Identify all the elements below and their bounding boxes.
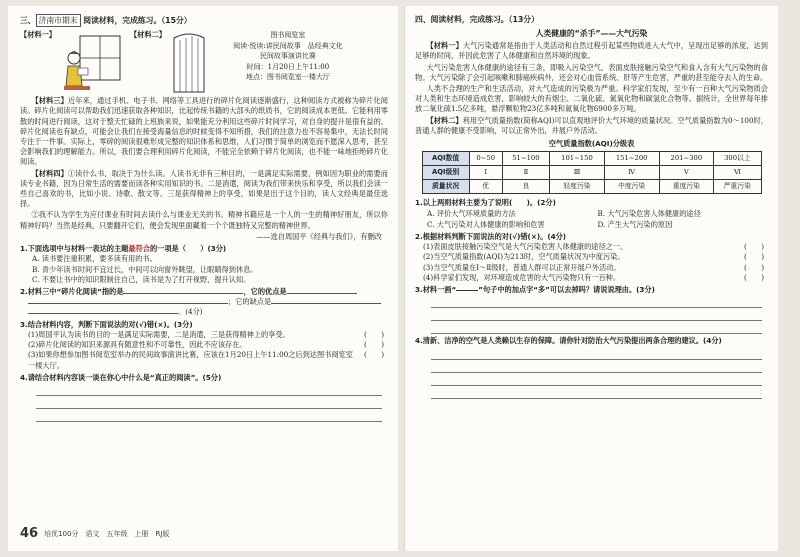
section-three-title: 三、 济南市期末 阅读材料，完成练习。（15分） [20, 14, 388, 27]
q2-answer-blank-1[interactable] [123, 293, 243, 294]
event-notice [218, 30, 358, 83]
left-question-4: 4.请结合材料内容谈一谈在你心中什么是“真正的阅读”。(5分) [20, 372, 222, 382]
aqi-table [422, 151, 762, 194]
left-q1-option-b[interactable]: B. 青少年读书时间不宜过长，中间可以向窗外眺望，让眼睛得到休息。 [32, 264, 258, 274]
aqi-row-status: 质量状况 优 良 轻度污染 中度污染 重度污染 严重污染 [422, 180, 761, 194]
notice-line-1: 阅读·悦读:讲民间故事 品经典文化 [233, 41, 343, 50]
judge-box[interactable]: ( ) [364, 350, 384, 360]
right-q2-item-3: (3)当空气质量在Ⅰ～Ⅱ级时，普通人群可以正常开展户外活动。 ( ) [415, 263, 768, 273]
material-four-source: ——选自周国平《经典与我们》，有删改 [256, 231, 382, 241]
section-four-title: 四、阅读材料，完成练习。（13分） [415, 15, 539, 24]
judge-box[interactable]: ( ) [364, 329, 384, 339]
material-three-paragraph: 【材料三】近年来，通过手机、电子书、网络等工具进行的碎片化阅读逐渐盛行，这种阅读方式被称为碎片化阅读。碎片化阅读可以帮助我们迅速获取各种知识，比起传统书籍的大部头的纸质书，它的阅读成本更低。它能利用零散的时间进行阅读，这对于整天忙碌的上班族来说，如果能充分利用这些碎片时间学习，对自身的提升是很有益的。碎片化阅读也有缺点，可能会让我们在接受海量信息的时候变得不知所措，我们的注意力也不容易集中，无法长时间专注于一件事。实际上，零碎的阅读很难形成完整的知识体系和思维，人们习惯于简单的浏览而不愿深入思考，甚至会影响我们的理解能力。所以，我们要合理利用碎片化阅读，不能完全依赖于碎片化阅读，也不能一味地拒绝碎片化阅读。 [20, 96, 388, 167]
right-question-3: 3.材料一画“ ”句子中的加点字“多”可以去掉吗？请说说理由。(3分) [415, 285, 655, 295]
left-q1-option-a[interactable]: A. 读书要注重积累，要多读有用的书。 [32, 254, 157, 264]
material-four-paragraph-2: ②我不认为学生为应付课业有时间去读什么与课业无关的书。精神书籍应是一个人的一生的精神好朋友，所以你精神好吗？当然是经典，只要翻开它们，便会发现里面藏着一个个既独特又完整的精神世界。 [20, 210, 388, 230]
reading-child-illustration [60, 30, 126, 96]
q2-answer-blank-2[interactable] [287, 293, 357, 294]
right-q1-options [415, 209, 768, 230]
left-q2-line-2: ；它的缺点是 [20, 297, 388, 307]
exam-source-tag: 济南市期末 [36, 14, 81, 27]
door-illustration [166, 30, 212, 96]
aqi-row-values: AQI数值 0~50 51~100 101~150 151~200 201~300 300以上 [422, 152, 761, 166]
notice-line-2: 民间故事演讲比赛 [259, 52, 316, 61]
page-number: 46 [20, 525, 39, 541]
right-q1-option-c[interactable]: C. 大气污染对人体健康的影响和危害 [427, 219, 545, 229]
article-title: 人类健康的“杀手”——大气污染 [535, 29, 648, 39]
judge-box[interactable]: ( ) [744, 262, 764, 272]
aqi-row-levels: AQI级别 Ⅰ Ⅱ Ⅲ Ⅳ Ⅴ Ⅵ [422, 166, 761, 180]
right-material-one-paragraph-3: 人类不合理的生产和生活活动，对大气造成的污染极为严重。科学家们发现，至少有一百种大气污染物质会对人类和生态环境造成危害，影响较大的有烟尘、二氧化硫、氮氧化物和碳氢化合物等。据统计，全世界每年排放二氧化硫1.5亿多吨，悬浮颗粒物23亿多吨和氮氧化物6900多万吨。 [415, 84, 768, 114]
material-two-label: 【材料二】 [129, 30, 166, 40]
right-q1-option-d[interactable]: D. 产生大气污染的原因 [597, 219, 673, 229]
right-material-one-paragraph-2: 大气污染危害人体健康的途径有三条，即吸入污染空气、表面皮肤接触污染空气和食入含有大气污染物的食物。大气污染除了会引起咳嗽和肺癌疾病外，还会对心血管系统、肝等产生危害，严重的甚至能夺去人的生命。 [415, 62, 768, 82]
right-question-4: 4.清新、洁净的空气是人类赖以生存的保障。请你针对防治大气污染提出两条合理的建议。(4分) [415, 336, 722, 346]
q2-answer-blank-5[interactable] [28, 313, 178, 314]
notice-line-3: 时间：1月20日上午11:00 [246, 62, 330, 71]
left-question-3: 3.结合材料内容，判断下面说法的对(√)错(×)。(3分) [20, 319, 193, 329]
q2-answer-blank-4[interactable] [271, 303, 381, 304]
right-q1-option-a[interactable]: A. 评价大气环境质量的方法 [427, 208, 516, 218]
left-question-2: 2.材料三中“碎片化阅读”指的是 ，它的优点是 [20, 287, 388, 297]
left-q3-item-3: (3)如果你想参加图书阅览室举办的民间故事演讲比赛，应该在1月20日上午11:00之后到达图书阅览室一楼大厅。 ( ) [20, 350, 388, 370]
notice-title: 图书阅览室 [270, 31, 306, 40]
q2-answer-blank-3[interactable] [28, 303, 228, 304]
judge-box[interactable]: ( ) [744, 242, 764, 252]
left-q3-item-1: (1)周国平认为读书的目的一是满足实际需要，二是消遣，三是获得精神上的享受。 ( ) [20, 330, 388, 340]
right-q1-option-b[interactable]: B. 大气污染危害人体健康的途径 [597, 208, 701, 218]
right-page [404, 6, 778, 551]
material-one-label: 【材料一】 [20, 30, 56, 40]
right-material-one-paragraph: 【材料一】大气污染通常是指由于人类活动和自然过程引起某些物质进入大气中，呈现出足够的浓度，达到足够的时间，并因此危害了人体健康和自然环境的现象。 [415, 41, 768, 61]
left-q2-line-3: 。(4分) [20, 307, 388, 317]
aqi-table-title: 空气质量指数(AQI)分级表 [548, 139, 635, 149]
right-q2-item-2: (2)当空气质量指数(AQI)为213时，空气质量状况为中度污染。 ( ) [415, 252, 768, 262]
judge-box[interactable]: ( ) [744, 252, 764, 262]
right-q3-answer-area[interactable] [415, 295, 768, 334]
left-q1-option-c[interactable]: C. 不要让书中的知识限制住自己，读书是为了打开视野，提升认知。 [32, 274, 251, 284]
left-q3-item-2: (2)碎片化阅读的知识来源具有随意性和不可靠性，因此不应该存在。 ( ) [20, 340, 388, 350]
wavy-underline-mark [456, 290, 478, 291]
materials-one-two [20, 30, 388, 96]
notice-line-4: 地点：图书阅览室一楼大厅 [245, 73, 330, 82]
right-q2-item-4: (4)科学家们发现，对环境造成危害的大气污染物只有一百种。 ( ) [415, 273, 768, 283]
left-question-1: 1.下面选项中与材料一表达的主题最符合的一项是（ ）(3分) [20, 244, 227, 254]
right-question-1: 1.以上两则材料主要为了说明( )。(2分) [415, 198, 556, 208]
judge-box[interactable]: ( ) [744, 272, 764, 282]
left-page [8, 6, 398, 551]
judge-box[interactable]: ( ) [364, 340, 384, 350]
left-q4-answer-area[interactable] [20, 383, 388, 422]
right-q4-answer-area[interactable] [415, 347, 768, 399]
right-q2-item-1: (1)表面皮肤接触污染空气是大气污染危害人体健康的途径之一。 ( ) [415, 242, 768, 252]
material-four-paragraph-1: 【材料四】①读什么书，取决于为什么读。人读书无非有三种目的，一是满足实际需要，例如因为职业的需要而读专业书籍，因为日常生活的需要而读各种实用知识的书。二是消遣，阅读为我们带来快乐和享受，所以我们会读一些自己喜欢的书，比如小说、诗歌、散文等。三是获得精神上的享受，如果是出于这个目的，读人文经典是最佳选择。 [20, 168, 388, 209]
right-material-two-paragraph: 【材料二】利用空气质量指数(简称AQI)可以直观地评价大气环境的质量状况。空气质量指数为0～100时，普通人群的健康不受影响，可以正常外出，并展户外活动。 [415, 115, 768, 135]
right-question-2: 2.根据材料判断下面说法的对(√)错(×)。(4分) [415, 231, 567, 241]
left-page-footer: 46 培优100分 语文 五年级 上册 RJ版 [20, 525, 170, 541]
